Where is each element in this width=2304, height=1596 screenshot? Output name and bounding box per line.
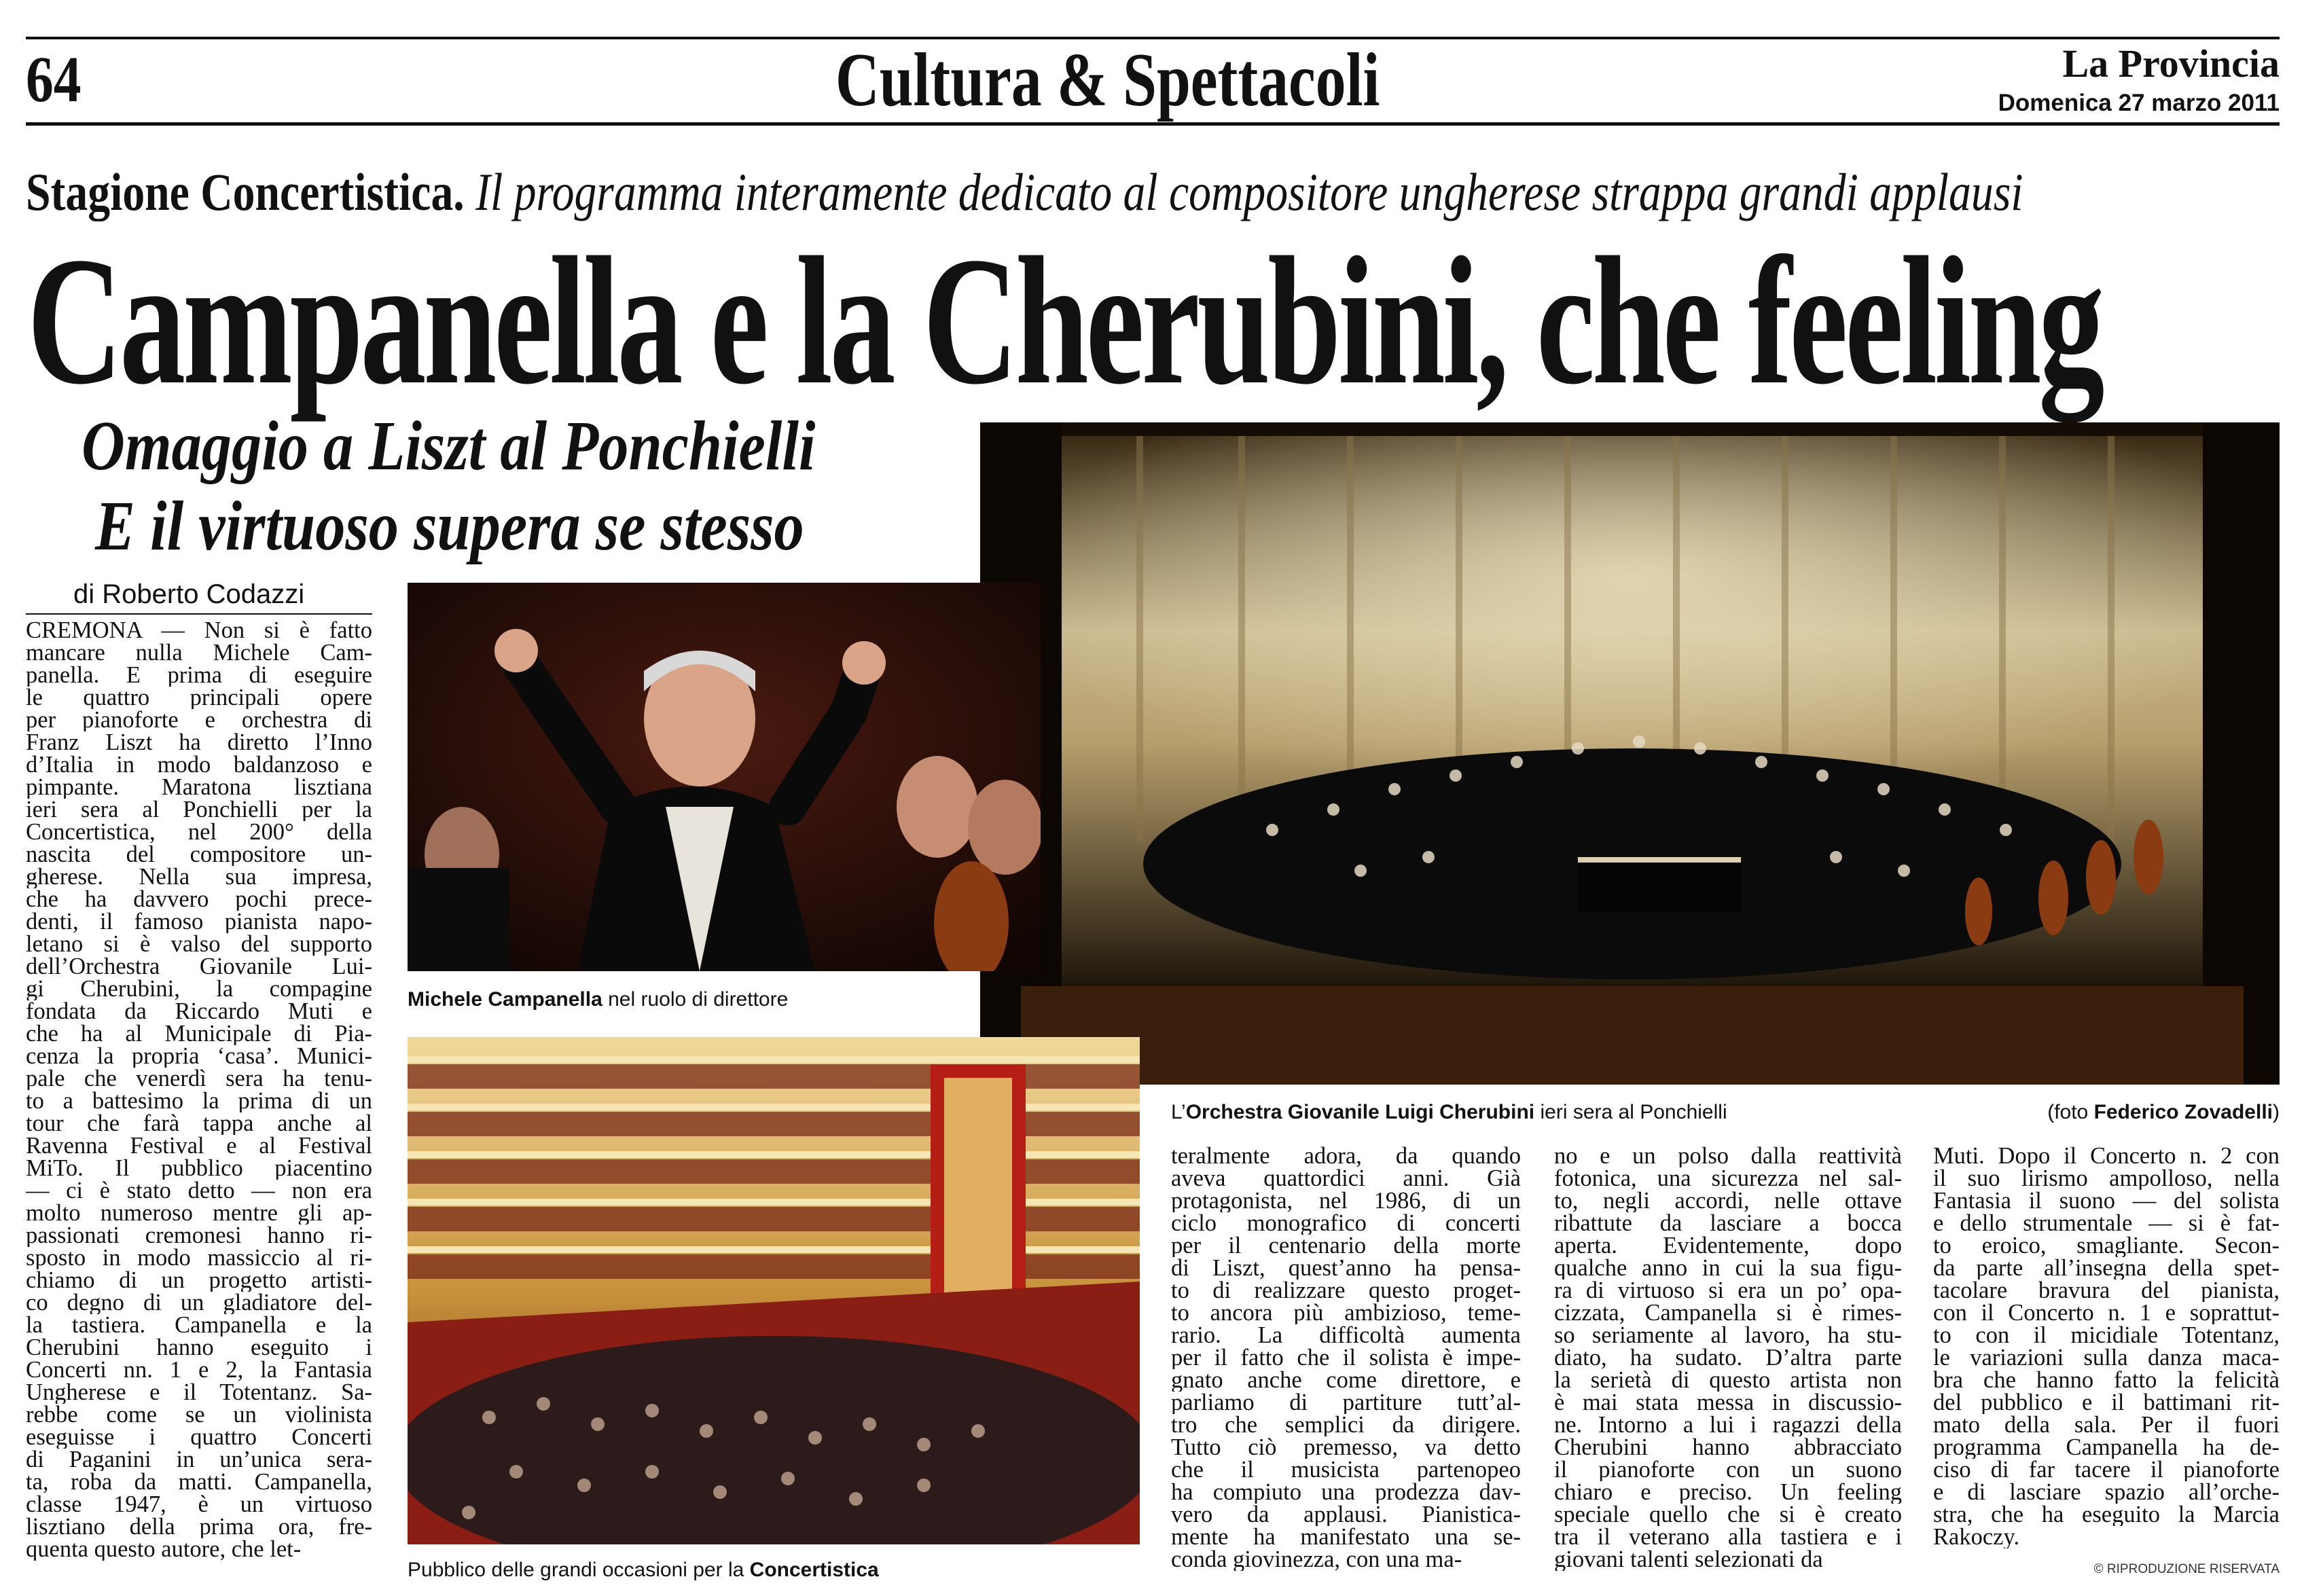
article-text-line: molto numeroso mentre gli ap- bbox=[26, 1202, 372, 1225]
article-text-line: diato, ha sudato. D’altra parte bbox=[1554, 1347, 1902, 1369]
article-text-line: to di realizzare questo proget- bbox=[1171, 1280, 1521, 1302]
article-text-line: le variazioni sulla danza maca- bbox=[1933, 1347, 2280, 1369]
page-number: 64 bbox=[26, 43, 82, 115]
article-text-line: tra il veterano alla tastiera e i bbox=[1554, 1526, 1902, 1548]
article-text-line: gi Cherubini, la compagine bbox=[26, 978, 372, 1000]
article-text-line: Franz Liszt ha diretto l’Inno bbox=[26, 731, 372, 754]
photo-conductor bbox=[408, 583, 1041, 971]
header-bottom-rule bbox=[26, 122, 2280, 126]
article-text-line: da parte all’insegna della spet- bbox=[1933, 1257, 2280, 1280]
article-text-line: eseguisse i quattro Concerti bbox=[26, 1426, 372, 1449]
caption-conductor-rest: nel ruolo di direttore bbox=[602, 988, 789, 1011]
article-text-line: ribattute da lasciare a bocca bbox=[1554, 1212, 1902, 1235]
article-text-line: lisztiano della prima ora, fre- bbox=[26, 1516, 372, 1538]
article-text-line: ra di virtuoso si era un po’ opa- bbox=[1554, 1280, 1902, 1302]
article-text-line: cenza la propria ‘casa’. Munici- bbox=[26, 1045, 372, 1068]
article-text-line: speciale quello che si è creato bbox=[1554, 1504, 1902, 1526]
article-column-4 bbox=[1933, 1145, 2280, 1548]
article-text-line: che ha davvero pochi prece- bbox=[26, 888, 372, 911]
article-text-line: CREMONA — Non si è fatto bbox=[26, 619, 372, 642]
article-text-line: la serietà di questo artista non bbox=[1554, 1369, 1902, 1392]
subhead-line-1: Omaggio a Liszt al Ponchielli bbox=[82, 407, 816, 485]
caption-theatre bbox=[408, 1559, 879, 1582]
article-text-line: sposto in modo massiccio al ri- bbox=[26, 1247, 372, 1269]
caption-orchestra-bold: Orchestra Giovanile Luigi Cherubini bbox=[1185, 1101, 1535, 1123]
byline-rule bbox=[26, 613, 372, 615]
article-text-line: e dello strumentale — si è fat- bbox=[1933, 1212, 2280, 1235]
article-text-line: to ancora più ambizioso, teme- bbox=[1171, 1302, 1521, 1324]
article-text-line: panella. E prima di eseguire bbox=[26, 664, 372, 687]
article-text-line: passionati cremonesi hanno ri- bbox=[26, 1225, 372, 1247]
article-text-line: stra, che ha eseguito la Marcia bbox=[1933, 1504, 2280, 1526]
article-text-line: per il fatto che il solista è impe- bbox=[1171, 1347, 1521, 1369]
photo-theatre bbox=[408, 1037, 1140, 1544]
article-text-line: è mai stata messa in discussio- bbox=[1554, 1392, 1902, 1414]
article-column-1 bbox=[26, 619, 372, 1561]
article-text-line: programma Campanella ha de- bbox=[1933, 1436, 2280, 1459]
article-text-line: ne. Intorno a lui i ragazzi della bbox=[1554, 1414, 1902, 1436]
article-text-line: Rakoczy. bbox=[1933, 1526, 2020, 1548]
article-text-line: Concertistica, nel 200° della bbox=[26, 821, 372, 844]
article-text-line: classe 1947, è un virtuoso bbox=[26, 1493, 372, 1516]
article-text-line: gnato anche come direttore, e bbox=[1171, 1369, 1521, 1392]
byline: di Roberto Codazzi bbox=[73, 579, 305, 609]
article-text-line: to a battesimo la prima di un bbox=[26, 1090, 372, 1112]
article-text-line: giovani talenti selezionati da bbox=[1554, 1548, 1823, 1571]
caption-orchestra-pre: L’ bbox=[1171, 1101, 1186, 1123]
article-text-line: per il centenario della morte bbox=[1171, 1235, 1521, 1257]
article-text-line: Muti. Dopo il Concerto n. 2 con bbox=[1933, 1145, 2280, 1167]
caption-orchestra-rest: ieri sera al Ponchielli bbox=[1534, 1101, 1727, 1123]
article-text-line: aperta. Evidentemente, dopo bbox=[1554, 1235, 1902, 1257]
article-text-line: di Paganini in un’unica sera- bbox=[26, 1449, 372, 1471]
article-text-line: di Liszt, quest’anno ha pensa- bbox=[1171, 1257, 1521, 1280]
article-text-line: — ci è stato detto — non era bbox=[26, 1180, 372, 1202]
article-text-line: to eroico, smagliante. Secon- bbox=[1933, 1235, 2280, 1257]
article-text-line: to con il micidiale Totentanz, bbox=[1933, 1324, 2280, 1347]
article-text-line: la tastiera. Campanella e la bbox=[26, 1314, 372, 1337]
caption-theatre-pre: Pubblico delle grandi occasioni per la bbox=[408, 1559, 750, 1581]
kicker bbox=[26, 162, 2023, 223]
article-text-line: per pianoforte e orchestra di bbox=[26, 709, 372, 731]
article-text-line: Cherubini hanno abbracciato bbox=[1554, 1436, 1902, 1459]
caption-conductor-name: Michele Campanella bbox=[408, 988, 602, 1011]
article-text-line: tro che semplici da dirigere. bbox=[1171, 1414, 1521, 1436]
article-text-line: aveva quattordici anni. Già bbox=[1171, 1167, 1521, 1190]
caption-theatre-bold: Concertistica bbox=[749, 1559, 879, 1581]
article-text-line: Ungherese e il Totentanz. Sa- bbox=[26, 1381, 372, 1404]
article-text-line: che il musicista partenopeo bbox=[1171, 1459, 1521, 1481]
article-text-line: con il Concerto n. 1 e soprattut- bbox=[1933, 1302, 2280, 1324]
article-text-line: tour che farà tappa anche al bbox=[26, 1112, 372, 1135]
article-text-line: ta, roba da matti. Campanella, bbox=[26, 1471, 372, 1493]
article-text-line: del pubblico e il battimani rit- bbox=[1933, 1392, 2280, 1414]
article-text-line: chiaro e preciso. Un feeling bbox=[1554, 1481, 1902, 1504]
headline: Campanella e la Cherubini, che feeling bbox=[27, 219, 2102, 422]
article-text-line: Tutto ciò premesso, va detto bbox=[1171, 1436, 1521, 1459]
article-text-line: fondata da Riccardo Muti e bbox=[26, 1000, 372, 1023]
article-text-line: ciso di far tacere il pianoforte bbox=[1933, 1459, 2280, 1481]
kicker-bold: Stagione Concertistica. bbox=[26, 162, 465, 221]
article-text-line: so seriamente al lavoro, ha stu- bbox=[1554, 1324, 1902, 1347]
article-text-line: MiTo. Il pubblico piacentino bbox=[26, 1157, 372, 1180]
article-text-line: parliamo di partiture tutt’al- bbox=[1171, 1392, 1521, 1414]
caption-orchestra bbox=[1171, 1101, 1727, 1124]
article-text-line: Ravenna Festival e al Festival bbox=[26, 1135, 372, 1157]
subhead-line-2: E il virtuoso supera se stesso bbox=[95, 487, 804, 565]
photo-credit bbox=[2047, 1101, 2280, 1124]
article-text-line: letano si è valso del supporto bbox=[26, 933, 372, 956]
article-text-line: il pianoforte con un suono bbox=[1554, 1459, 1902, 1481]
issue-date: Domenica 27 marzo 2011 bbox=[1998, 90, 2280, 116]
article-text-line: co degno di un gladiatore del- bbox=[26, 1292, 372, 1314]
article-column-2 bbox=[1171, 1145, 1521, 1571]
article-text-line: no e un polso dalla reattività bbox=[1554, 1145, 1902, 1167]
photo-orchestra bbox=[980, 422, 2280, 1085]
caption-conductor bbox=[408, 988, 788, 1011]
article-text-line: Cherubini hanno eseguito i bbox=[26, 1337, 372, 1359]
article-text-line: e di lasciare spazio all’orche- bbox=[1933, 1481, 2280, 1504]
article-text-line: d’Italia in modo baldanzoso e bbox=[26, 754, 372, 776]
photo-credit-pre: (foto bbox=[2047, 1101, 2094, 1123]
article-text-line: denti, il famoso pianista napo- bbox=[26, 911, 372, 933]
article-text-line: vero da applausi. Pianistica- bbox=[1171, 1504, 1521, 1526]
article-text-line: bra che hanno fatto la felicità bbox=[1933, 1369, 2280, 1392]
article-text-line: il suo lirismo ampolloso, nella bbox=[1933, 1167, 2280, 1190]
article-text-line: ha compiuto una prodezza dav- bbox=[1171, 1481, 1521, 1504]
article-text-line: mente ha manifestato una se- bbox=[1171, 1526, 1521, 1548]
article-text-line: to, negli accordi, nelle ottave bbox=[1554, 1190, 1902, 1212]
article-text-line: Concerti nn. 1 e 2, la Fantasia bbox=[26, 1359, 372, 1381]
article-text-line: gherese. Nella sua impresa, bbox=[26, 866, 372, 888]
photo-credit-name: Federico Zovadelli bbox=[2093, 1101, 2273, 1123]
copyright-note: © RIPRODUZIONE RISERVATA bbox=[2093, 1562, 2280, 1576]
article-text-line: pale che venerdì sera ha tenu- bbox=[26, 1068, 372, 1090]
photo-credit-post: ) bbox=[2273, 1101, 2280, 1123]
article-text-line: mato della sala. Per il fuori bbox=[1933, 1414, 2280, 1436]
article-text-line: cizzata, Campanella si è rimes- bbox=[1554, 1302, 1902, 1324]
kicker-italic: Il programma interamente dedicato al compositore ungherese strappa grandi applausi bbox=[475, 162, 2023, 221]
article-text-line: teralmente adora, da quando bbox=[1171, 1145, 1521, 1167]
article-text-line: pimpante. Maratona lisztiana bbox=[26, 776, 372, 799]
article-text-line: Fantasia il suono — del solista bbox=[1933, 1190, 2280, 1212]
article-text-line: ciclo monografico di concerti bbox=[1171, 1212, 1521, 1235]
article-column-3 bbox=[1554, 1145, 1902, 1571]
article-text-line: conda giovinezza, con una ma- bbox=[1171, 1548, 1462, 1571]
newspaper-name: La Provincia bbox=[2062, 41, 2280, 86]
article-text-line: rario. La difficoltà aumenta bbox=[1171, 1324, 1521, 1347]
article-text-line: mancare nulla Michele Cam- bbox=[26, 642, 372, 664]
article-text-line: tacolare bravura del pianista, bbox=[1933, 1280, 2280, 1302]
article-text-line: nascita del compositore un- bbox=[26, 844, 372, 866]
article-text-line: chiamo di un progetto artisti- bbox=[26, 1269, 372, 1292]
article-text-line: dell’Orchestra Giovanile Lui- bbox=[26, 956, 372, 978]
article-text-line: che ha al Municipale di Pia- bbox=[26, 1023, 372, 1045]
article-text-line: ieri sera al Ponchielli per la bbox=[26, 799, 372, 821]
section-title: Cultura & Spettacoli bbox=[835, 38, 1380, 122]
article-text-line: rebbe come se un violinista bbox=[26, 1404, 372, 1426]
article-text-line: quenta questo autore, che let- bbox=[26, 1538, 302, 1561]
article-text-line: le quattro principali opere bbox=[26, 687, 372, 709]
article-text-line: protagonista, nel 1986, di un bbox=[1171, 1190, 1521, 1212]
article-text-line: qualche anno in cui la sua figu- bbox=[1554, 1257, 1902, 1280]
article-text-line: fotonica, una sicurezza nel sal- bbox=[1554, 1167, 1902, 1190]
